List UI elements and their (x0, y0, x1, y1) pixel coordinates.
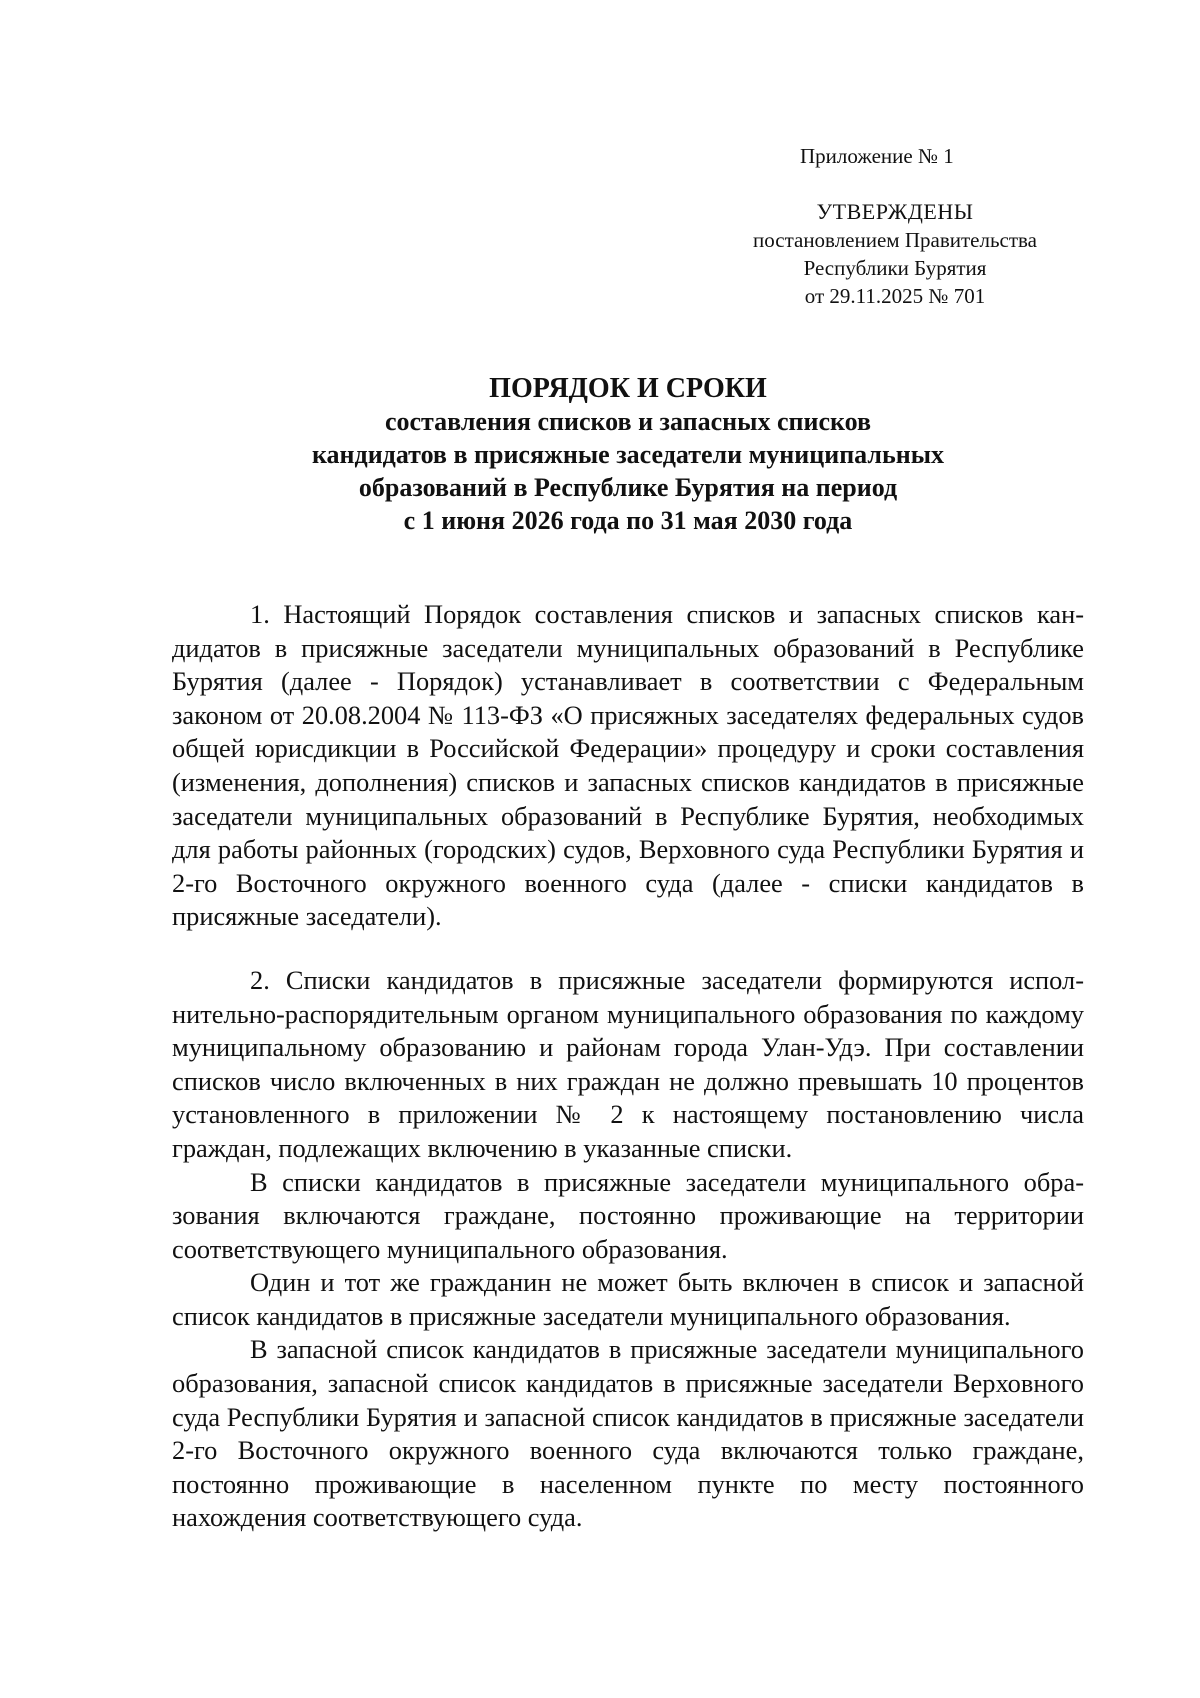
approved-by-line-2: Республики Бурятия (803, 256, 987, 280)
title-line-2: составления списков и запасных списков (384, 407, 872, 436)
title-line-3: кандидатов в присяжные заседатели муниципальных (311, 440, 945, 469)
annex-label: Приложение № 1 (800, 144, 954, 168)
paragraph-gap (172, 934, 1084, 964)
paragraph-4: Один и тот же гражданин не может быть включен в список и запасной список кандидатов в присяжные заседатели муниципального образования. (172, 1267, 1084, 1331)
approved-by-line-1: постановлением Правительства (752, 228, 1037, 252)
title-line-1: ПОРЯДОК И СРОКИ (489, 373, 767, 404)
title-line-4: образований в Республике Бурятия на период (358, 473, 898, 502)
paragraph-1: 1. Настоящий Порядок составления списков и запасных списков кандидатов в присяжные заседатели муниципальных образований в Республике Бурятия (далее - Порядок) устанавливает в соответствии с Федеральным законом от 20.08.2004 № 113-ФЗ «О присяжных заседателях федеральных судов общей юрисдикции в Российской Федерации» процедуру и сроки составления (изменения, дополнения) списков и запасных списков кандидатов в присяжные заседатели муниципальных образований в Республике Бурятия, необходимых для работы районных (городских) судов, Верховного суда Республики Бурятия и 2-го Восточного окружного военного суда (далее - списки кандидатов в присяжные заседатели). (172, 599, 1084, 932)
document-title (160, 372, 1096, 537)
paragraph-3: В списки кандидатов в присяжные заседатели муниципального образования включаются граждане, постоянно проживающие на территории соответствующего муниципального образования. (172, 1166, 1084, 1264)
title-line-5: с 1 июня 2026 года по 31 мая 2030 года (403, 506, 853, 535)
approved-by-line-3: от 29.11.2025 № 701 (804, 284, 986, 308)
paragraph-5: В запасной список кандидатов в присяжные заседатели муниципального образования, запасной список кандидатов в присяжные заседатели Верховного суда Республики Бурятия и запасной список кандидатов в присяжные заседатели 2-го Восточного окружного военного суда включаются только граждане, постоянно проживающие в населенном пункте по месту постоянного нахождения соответствующего суда. (172, 1334, 1084, 1533)
paragraph-2: 2. Списки кандидатов в присяжные заседатели формируются исполнительно-распорядительным органом муниципального образования по каждому муниципальному образованию и районам города Улан-Удэ. При составлении списков число включенных в них граждан не должно превышать 10 процентов установленного в приложении № 2 к настоящему постановлению числа граждан, подлежащих включению в указанные списки. (172, 964, 1084, 1163)
document-body (172, 598, 1084, 1535)
approved-heading: УТВЕРЖДЕНЫ (816, 199, 974, 224)
approval-block (720, 198, 1070, 310)
